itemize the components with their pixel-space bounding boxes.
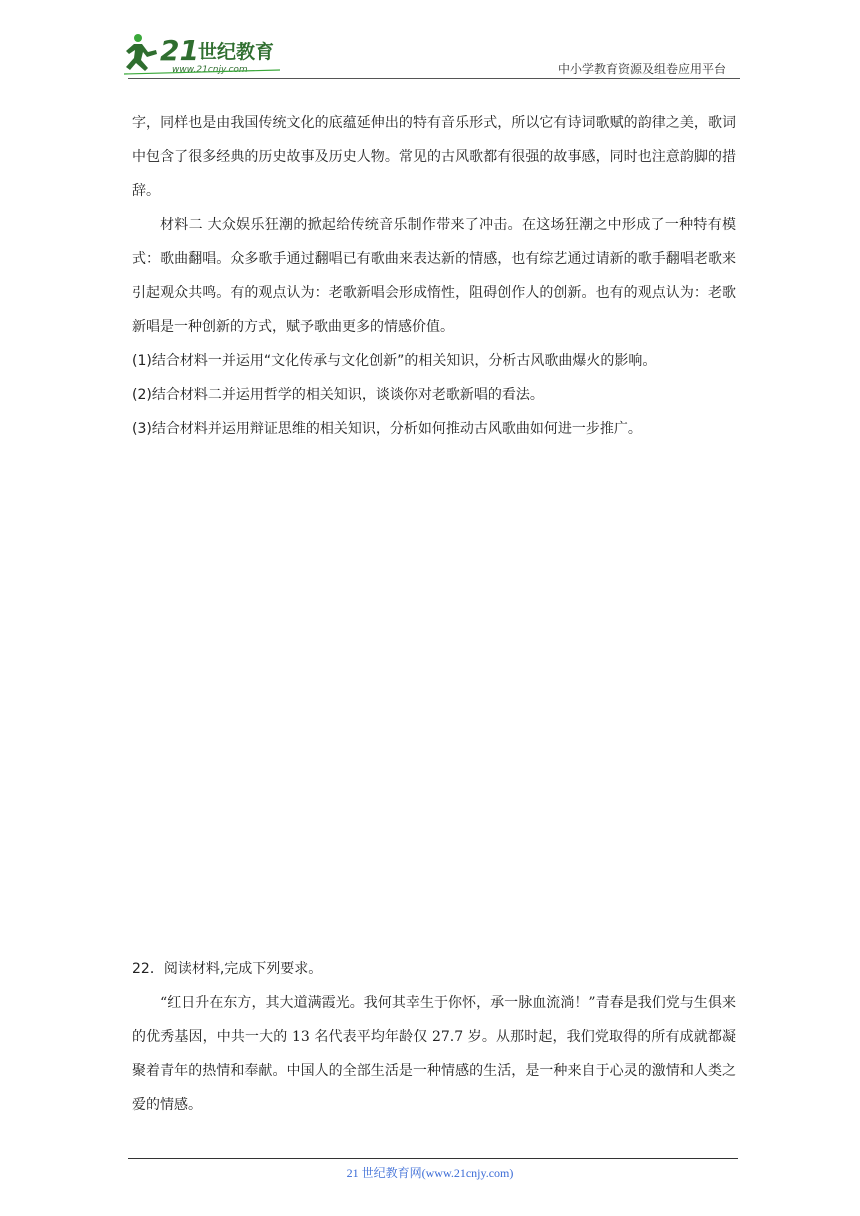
svg-text:www.21cnjy.com: www.21cnjy.com — [172, 65, 248, 75]
material1-continued: 字，同样也是由我国传统文化的底蕴延伸出的特有音乐形式，所以它有诗词歌赋的韵律之美，歌词中包含了很多经典的历史故事及历史人物。常见的古风歌都有很强的故事感，同时也注意韵脚的措辞。 — [132, 115, 736, 199]
material2-paragraph: 材料二 大众娱乐狂潮的掀起给传统音乐制作带来了冲击。在这场狂潮之中形成了一种特有模式：歌曲翻唱。众多歌手通过翻唱已有歌曲来表达新的情感，也有综艺通过请新的歌手翻唱老歌来引起观众共鸣。有的观点认为：老歌新唱会形成惰性，阻碍创作人的创新。也有的观点认为：老歌新唱是一种创新的方式，赋予歌曲更多的情感价值。 — [132, 217, 736, 335]
main-content — [132, 106, 736, 446]
page-header — [120, 30, 740, 80]
svg-text:世纪教育: 世纪教育 — [198, 41, 275, 63]
svg-text:21: 21 — [160, 34, 199, 67]
header-divider — [128, 78, 740, 79]
platform-title: 中小学教育资源及组卷应用平台 — [557, 62, 726, 76]
footer-link[interactable]: 21 世纪教育网(www.21cnjy.com) — [346, 1166, 514, 1180]
question-22 — [132, 952, 736, 1122]
question-22-title: 22．阅读材料,完成下列要求。 — [132, 961, 323, 977]
runner-icon — [126, 34, 157, 71]
site-logo[interactable] — [120, 30, 290, 76]
question-1: (1)结合材料一并运用“文化传承与文化创新”的相关知识，分析古风歌曲爆火的影响。 — [132, 353, 657, 369]
footer-divider — [128, 1158, 738, 1159]
question-2: (2)结合材料二并运用哲学的相关知识，谈谈你对老歌新唱的看法。 — [132, 387, 544, 403]
question-22-paragraph: “红日升在东方，其大道满霞光。我何其幸生于你怀，承一脉血流淌！”青春是我们党与生俱来的优秀基因，中共一大的 13 名代表平均年龄仅 27.7 岁。从那时起，我们党取得的所有成就都凝聚着青年的热情和奉献。中国人的全部生活是一种情感的生活，是一种来自于心灵的激情和人类之爱的情感。 — [132, 995, 736, 1113]
question-3: (3)结合材料并运用辩证思维的相关知识，分析如何推动古风歌曲如何进一步推广。 — [132, 421, 642, 437]
